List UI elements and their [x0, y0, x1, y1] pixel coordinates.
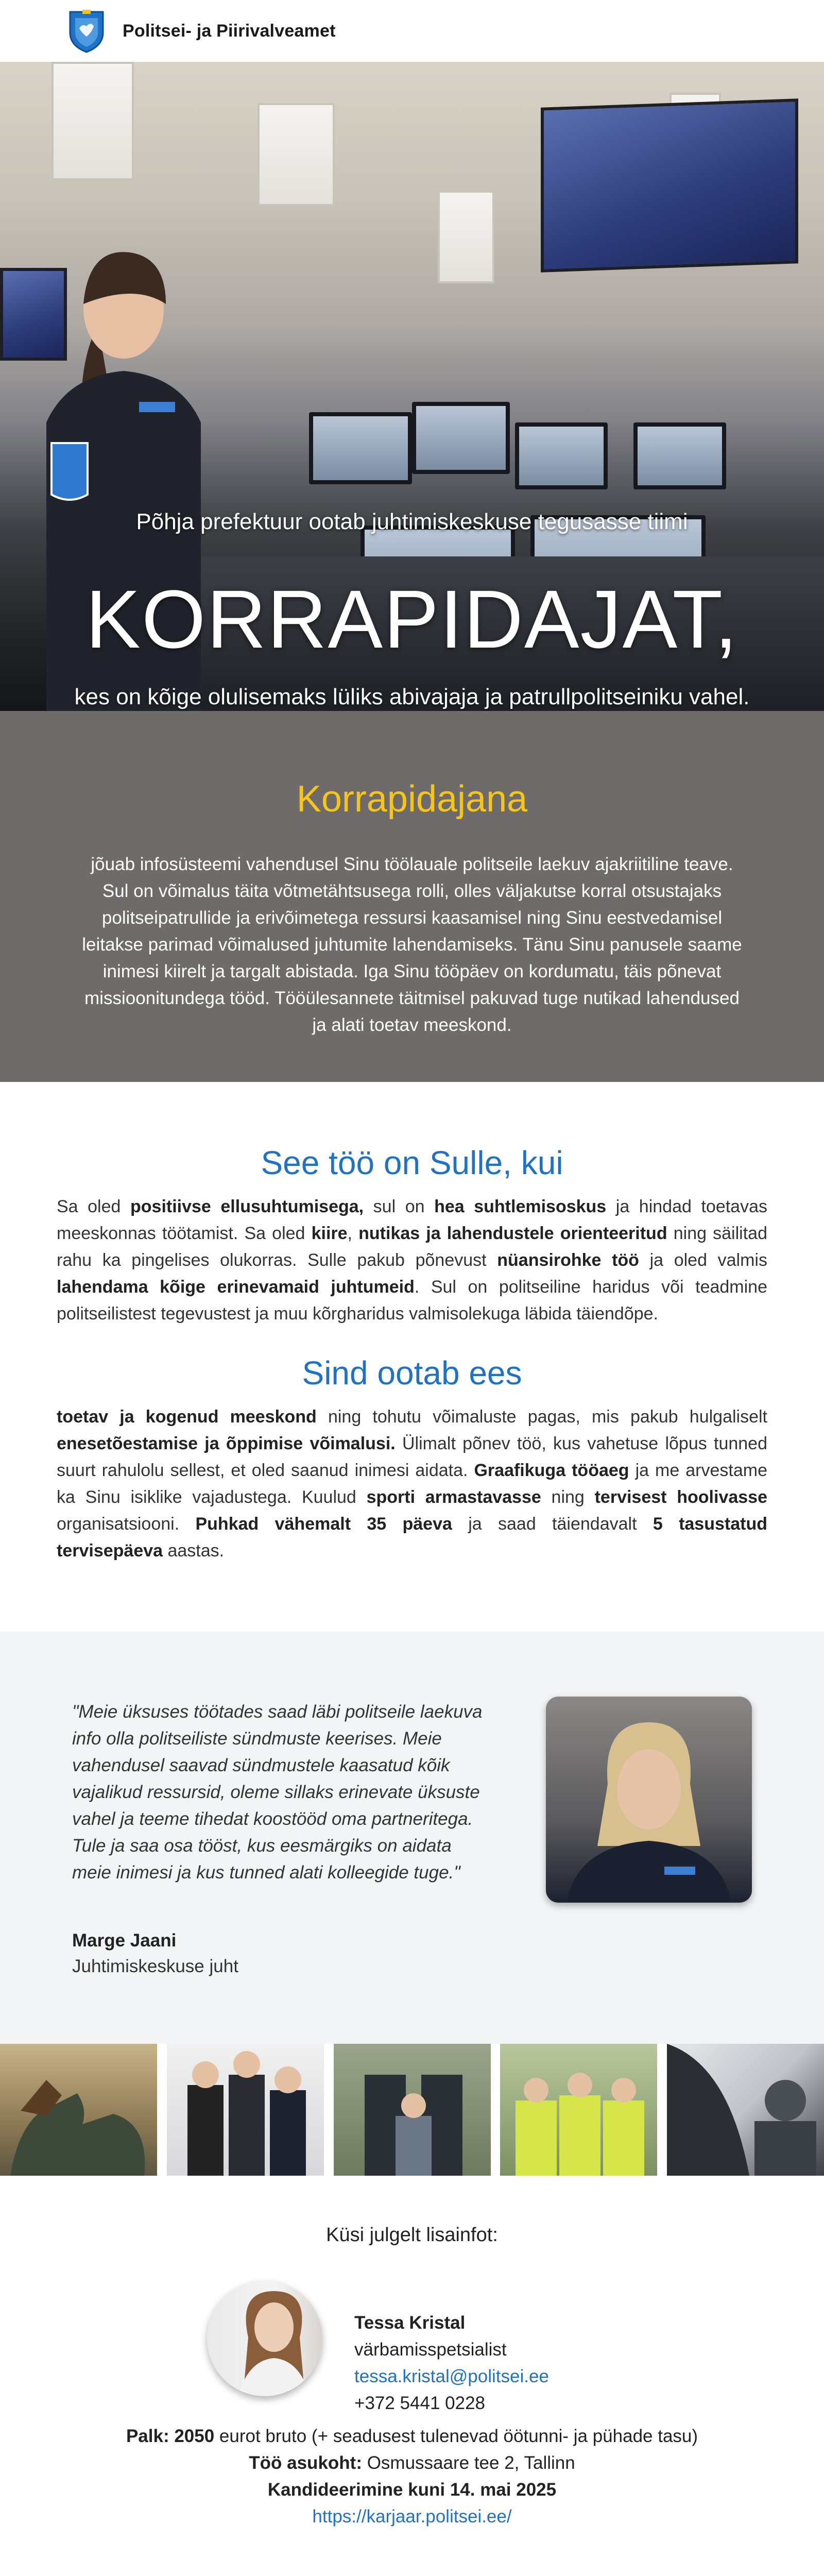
location-line: Töö asukoht: Osmussaare tee 2, Tallinn	[249, 2453, 575, 2473]
intro-section	[0, 711, 824, 1082]
section2-heading: Sind ootab ees	[302, 1354, 522, 1392]
window-decor	[258, 103, 335, 206]
quote-author-name: Marge Jaani	[72, 1930, 177, 1951]
contact-info	[354, 2310, 549, 2417]
salary-line: Palk: 2050 eurot bruto (+ seadusest tulenevad öötunni- ja pühade tasu)	[126, 2426, 698, 2446]
content-section	[0, 1082, 824, 1632]
contact-section	[0, 2176, 824, 2576]
photo-officers-child	[334, 2044, 491, 2176]
job-details	[0, 2423, 824, 2530]
intro-text: jõuab infosüsteemi vahendusel Sinu töölauale politseile laekuv ajakriitiline teave. Sul on võimalus täita võtmetähtsusega rolli, olles väljakutse korral otsustajaks politseipatrullide ja erivõimetega ressursi kaasamisel ning Sinu eestvedamisel leitakse parimad võimalused juhtumite lahendamiseks. Tänu Sinu panusele saame inimesi kiirelt ja targalt abistada. Iga Sinu tööpäev on kordumatu, täis põnevat missioonitundega tööd. Tööülesannete täitmisel pakuvad tuge nutikad lahendused ja alati toetav meeskond.	[82, 854, 742, 1035]
contact-card	[207, 2281, 549, 2417]
photo-officers-group	[167, 2044, 324, 2176]
hero-subtitle-bottom: kes on kõige olulisemaks lüliks abivajaja ja patrullpolitseiniku vahel.	[74, 684, 750, 709]
photo-k9-unit	[0, 2044, 157, 2176]
monitor-decor	[633, 422, 726, 489]
photo-strip	[0, 2044, 824, 2176]
quote-section	[0, 1632, 824, 2044]
video-wall-screen	[541, 98, 798, 272]
quote-author-role: Juhtimiskeskuse juht	[72, 1956, 238, 1976]
section1-heading: See töö on Sulle, kui	[261, 1144, 563, 1181]
monitor-decor	[412, 402, 510, 474]
contact-heading: Küsi julgelt lisainfot:	[326, 2224, 498, 2246]
avatar	[207, 2281, 322, 2396]
police-shield-logo-icon[interactable]	[67, 9, 106, 53]
monitor-decor	[515, 422, 608, 489]
contact-email-link[interactable]: tessa.kristal@politsei.ee	[354, 2366, 549, 2386]
contact-phone: +372 5441 0228	[354, 2393, 486, 2413]
quote-text: "Meie üksuses töötades saad läbi politseile laekuva info olla politseiliste sündmuste keerises. Meie vahendusel saavad sündmustele kaasatud kõik vajalikud ressursid, oleme sillaks erinevate üksuste vahel ja teeme tihedat koostööd oma partneritega. Tule ja saa osa tööst, kus eesmärgiks on aidata meie inimesi ja kus tunned alati kolleegide tuge."	[72, 1702, 483, 1883]
hero-title: KORRAPIDAJAT,	[85, 573, 739, 665]
section2-text: toetav ja kogenud meeskond ning tohutu võimaluste pagas, mis pakub hulgaliselt enesetõestamise ja õppimise võimalusi. Ülimalt põnev töö, kus vahetuse lõpus tunned suurt rahulolu sellest, et oled saanud inimesi aidata. Graafikuga tööaeg ja me arvestame ka Sinu isiklike vajadustega. Kuulud sporti armastavasse ning tervisest hoolivasse organisatsiooni. Puhkad vähemalt 35 päeva ja saad täiendavalt 5 tasustatud tervisepäeva aastas.	[57, 1407, 768, 1561]
intro-heading: Korrapidajana	[296, 778, 528, 820]
org-name[interactable]: Politsei- ja Piirivalveamet	[123, 21, 336, 41]
section1-text: Sa oled positiivse ellusuhtumisega, sul on hea suhtlemisoskus ja hindad toetavas meeskonnas töötamist. Sa oled kiire, nutikas ja lahendustele orienteeritud ning säilitad rahu ka pingelises olukorras. Sulle pakub põnevust nüansirohke töö ja oled valmis lahendama kõige erinevamaid juhtumeid. Sul on politseiline haridus või teadmine politseilistest tegevustest ja muu kõrgharidus valmisolekuga läbida täiendõpe.	[57, 1197, 767, 1324]
hero-banner	[0, 62, 824, 711]
window-decor	[438, 191, 494, 283]
photo-patrol-officers	[500, 2044, 657, 2176]
career-site-link[interactable]: https://karjaar.politsei.ee/	[312, 2506, 512, 2527]
photo-helicopter-pilot	[667, 2044, 824, 2176]
site-header	[0, 0, 824, 62]
contact-role: värbamisspetsialist	[354, 2340, 507, 2360]
contact-name: Tessa Kristal	[354, 2313, 466, 2333]
monitor-decor	[309, 412, 412, 484]
hero-subtitle-top: Põhja prefektuur ootab juhtimiskeskuse tegusasse tiimi	[136, 509, 688, 534]
window-decor	[52, 62, 134, 180]
deadline-line: Kandideerimine kuni 14. mai 2025	[267, 2480, 557, 2500]
quote-author-photo	[546, 1697, 752, 1903]
